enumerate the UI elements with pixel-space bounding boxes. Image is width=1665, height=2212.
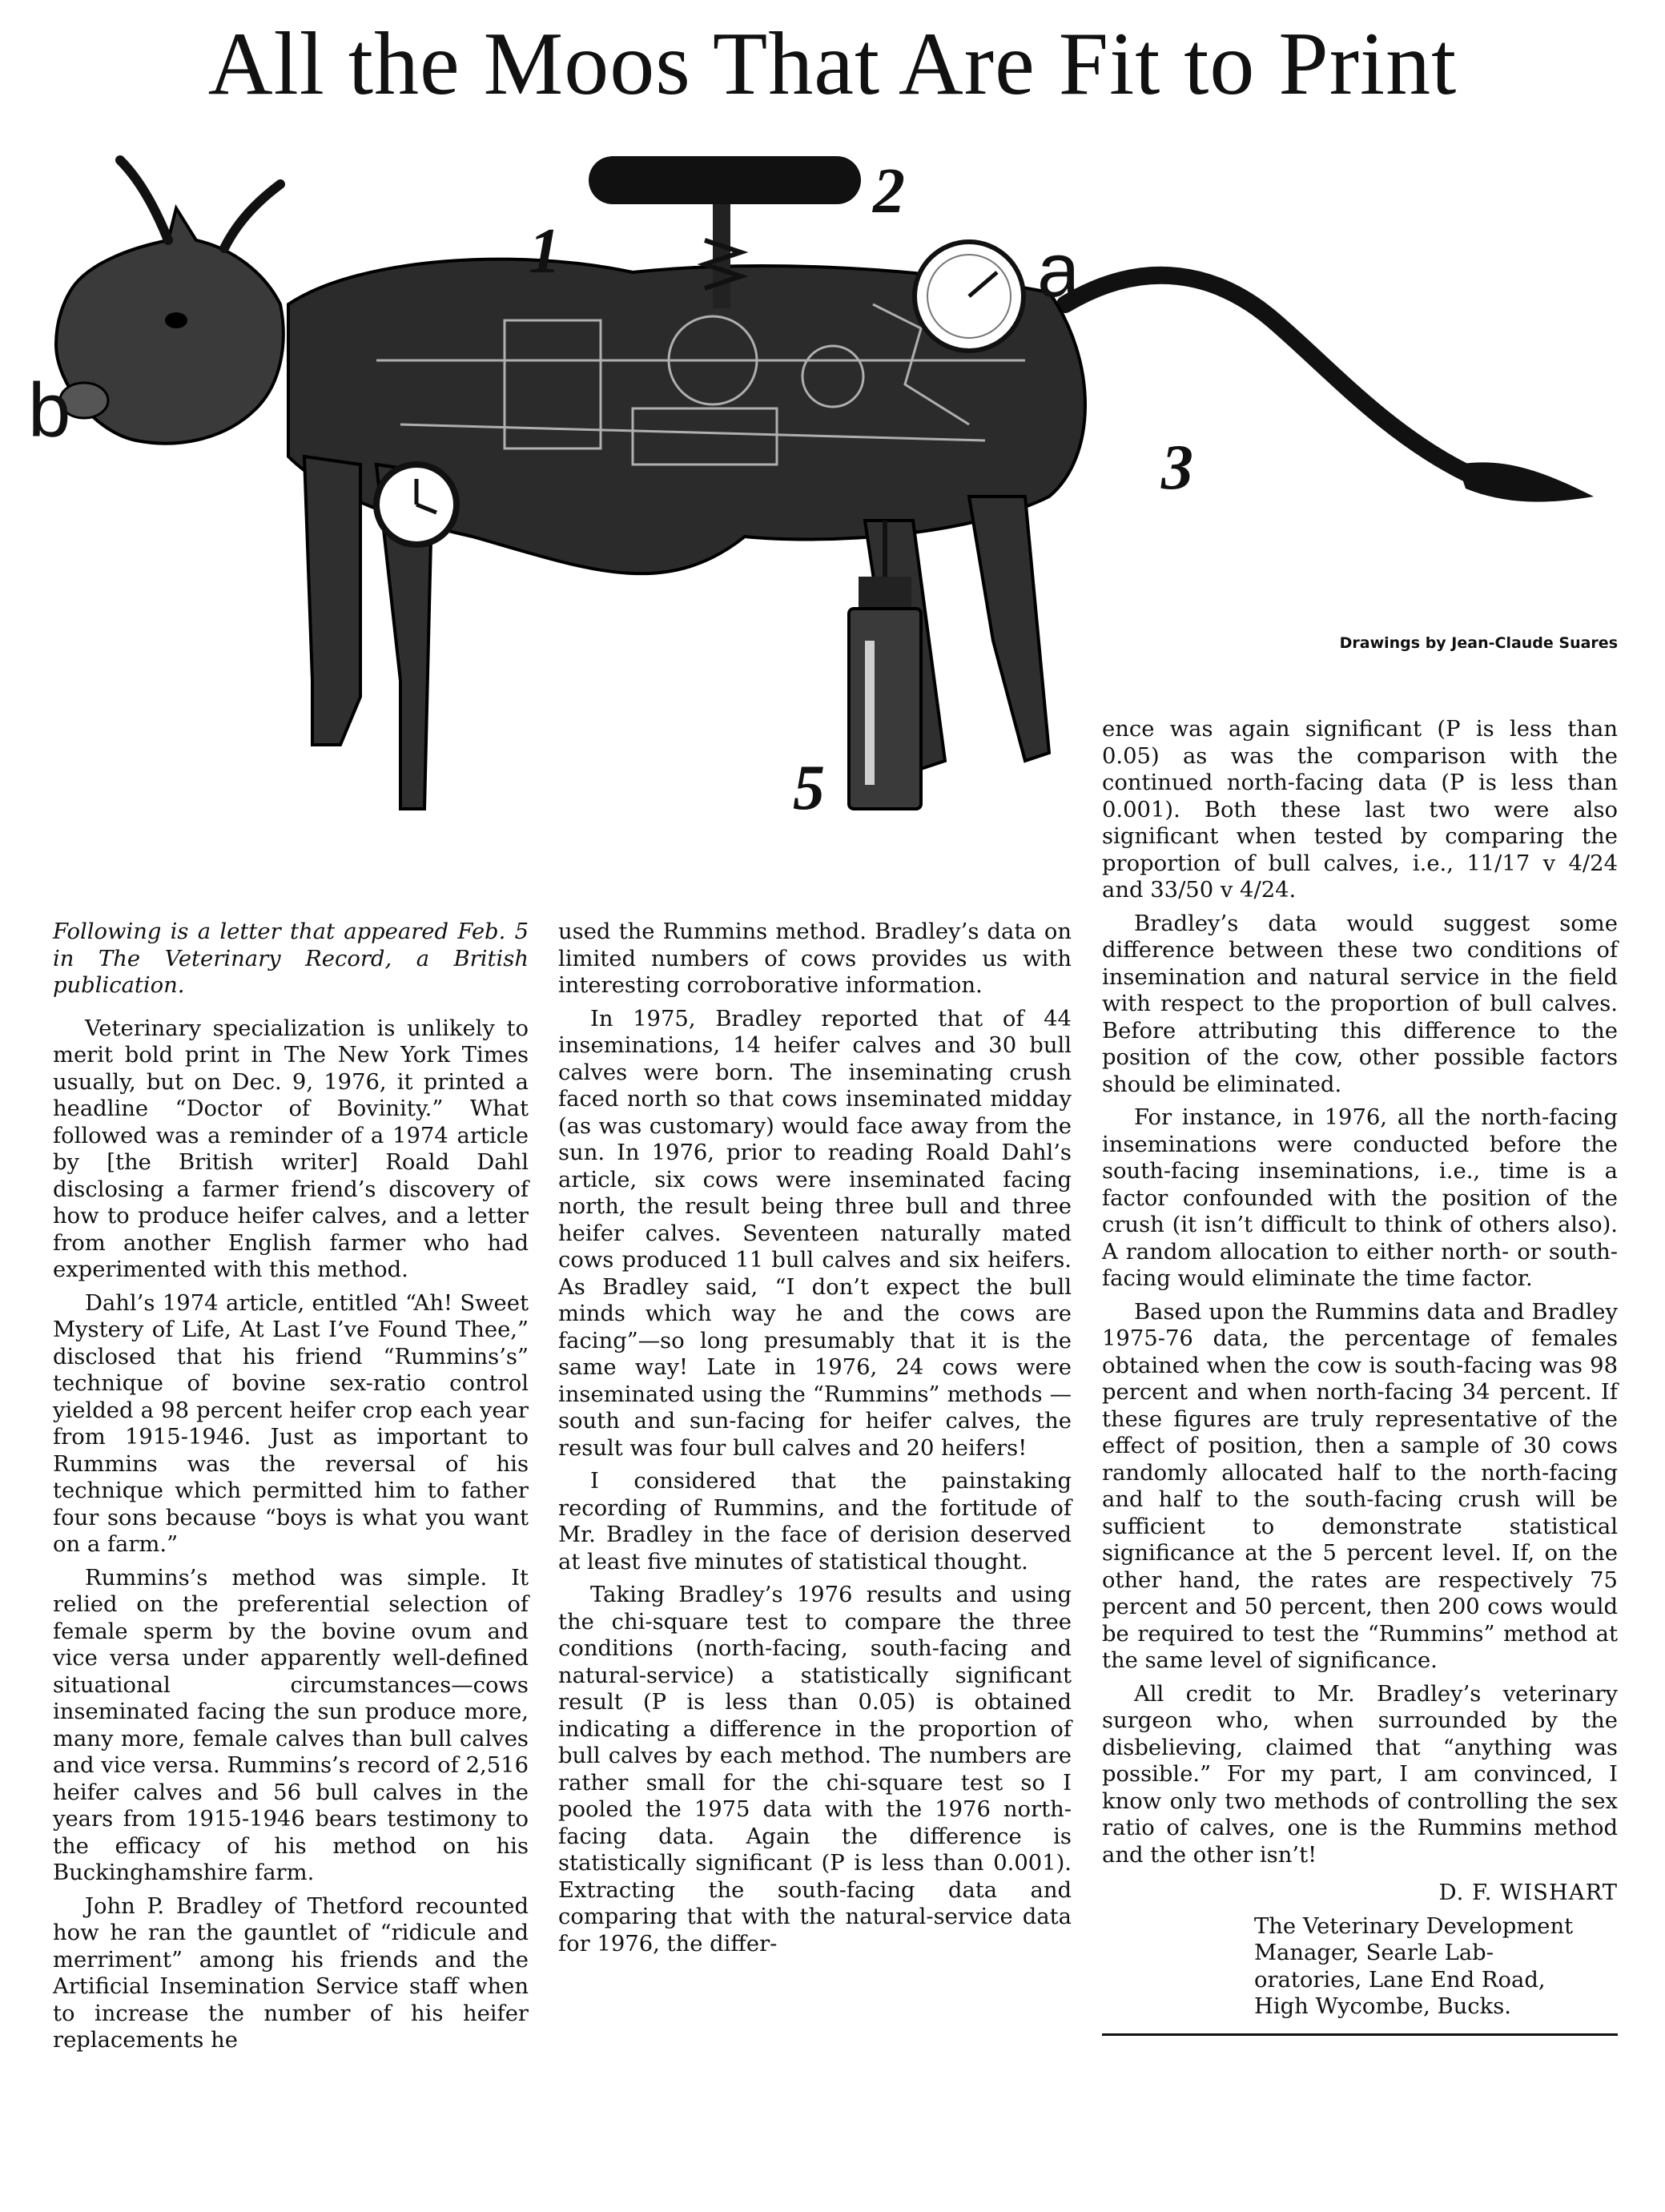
illustration-credit: Drawings by Jean-Claude Suares <box>1339 634 1618 652</box>
label-2: 2 <box>873 156 905 227</box>
paragraph: Veterinary specialization is unlikely to merit bold print in The New York Times usually, but on Dec. 9, 1976, it printed a headline “Doctor of Bovinity.” What followed was a reminder of a 1974 article by [the British writer] Roald Dahl disclosing a farmer friend’s discovery of how to produce heifer calves, and a letter from another English farmer who had experimented with this method. <box>53 1016 529 1282</box>
gauge-dial-icon <box>915 242 1024 351</box>
paragraph: used the Rummins method. Bradley’s data on limited numbers of cows provides us with interesting corroborative information. <box>558 919 1072 998</box>
paragraph: Dahl’s 1974 article, entitled “Ah! Sweet Mystery of Life, At Last I’ve Found Thee,” disclosed that his friend “Rummins’s” technique of bovine sex-ratio control yielded a 98 percent heifer crop each year from 1915-1946. Just as important to Rummins was the reversal of his technique which permitted him to father four sons because “boys is what you want on a farm.” <box>53 1290 529 1557</box>
article-column-2 <box>558 919 1072 1964</box>
tail-icon <box>1065 275 1594 502</box>
paragraph: For instance, in 1976, all the north-facing inseminations were conducted before the south-facing inseminations, i.e., time is a factor confounded with the position of the crush (it isn’t difficult to think of others also). A random allocation to either north- or south-facing would eliminate the time factor. <box>1102 1105 1618 1291</box>
headline: All the Moos That Are Fit to Print <box>207 14 1458 114</box>
paragraph: Taking Bradley’s 1976 results and using the chi-square test to compare the three conditions (north-facing, south-facing and natural-service) a statistically significant result (P is less than 0.05) is obtained indicating a difference in the proportion of bull calves by each method. The numbers are rather small for the chi-square test so I pooled the 1975 data with the 1976 north-facing data. Again the difference is statistically significant (P is less than 0.001). Extracting the south-facing data and comparing that with the natural-service data for 1976, the differ- <box>558 1583 1072 1957</box>
paragraph: John P. Bradley of Thetford recounted how he ran the gauntlet of “ridicule and merriment” among his friends and the Artificial Insemination Service staff when to increase the number of his heifer replacements he <box>53 1893 529 2053</box>
label-3: 3 <box>1161 432 1193 503</box>
paragraph: Bradley’s data would suggest some difference between these two conditions of insemination and natural service in the field with respect to the proportion of bull calves. Before attributing this difference to the position of the cow, other possible factors should be eliminated. <box>1102 911 1618 1097</box>
closing-rule <box>1102 2033 1618 2036</box>
signature: D. F. WISHART <box>1438 1880 1618 1905</box>
affiliation-line: The Veterinary Development Manager, Searle Lab- <box>1254 1913 1574 1965</box>
intro-note: Following is a letter that appeared Feb. 5 in The Veterinary Record, a British publication. <box>53 919 529 998</box>
label-1: 1 <box>529 216 561 287</box>
paragraph: I considered that the painstaking recording of Rummins, and the fortitude of Mr. Bradley in the face of derision deserved at least five minutes of statistical thought. <box>558 1469 1072 1575</box>
paragraph: ence was again significant (P is less than 0.05) as was the comparison with the continued north-facing data (P is less than 0.001). Both these last two were also significant when tested by comparing the proportion of bull calves, i.e., 11/17 v 4/24 and 33/50 v 4/24. <box>1102 717 1618 903</box>
label-b: b <box>28 368 71 453</box>
pocket-watch-icon <box>376 465 456 545</box>
affiliation <box>1254 1913 1618 2021</box>
affiliation-line: oratories, Lane End Road, <box>1254 1967 1546 1993</box>
affiliation-line: High Wycombe, Bucks. <box>1254 1994 1511 2019</box>
label-a: a <box>1037 227 1080 313</box>
paragraph: Based upon the Rummins data and Bradley 1975-76 data, the percentage of females obtained when the cow is south-facing was 98 percent and when north-facing 34 percent. If these figures are truly representative of the effect of position, then a sample of 30 cows randomly allocated half to the north-facing and half to the south-facing crush will be sufficient to demonstrate statistical significance at the 5 percent level. If, on the other hand, the rates are respectively 75 percent and 50 percent, then 200 cows would be required to test the “Rummins” method at the same level of significance. <box>1102 1299 1618 1673</box>
paragraph: All credit to Mr. Bradley’s veterinary surgeon who, when surrounded by the disbelieving, claimed that “anything was possible.” For my part, I am convinced, I know only two methods of controlling the sex ratio of calves, one is the Rummins method and the other isn’t! <box>1102 1681 1618 1868</box>
label-5: 5 <box>793 753 825 823</box>
paragraph: Rummins’s method was simple. It relied on the preferential selection of female sperm by the bovine ovum and vice versa under apparently well-defined situational circumstances—cows inseminated facing the sun produce more, many more, female calves than bull calves and vice versa. Rummins’s record of 2,516 heifer calves and 56 bull calves in the years from 1915-1946 bears testimony to the efficacy of his method on his Buckinghamshire farm. <box>53 1565 529 1885</box>
article-column-1 <box>53 919 529 2061</box>
article-column-3 <box>1102 716 1618 2036</box>
paragraph: In 1975, Bradley reported that of 44 inseminations, 14 heifer calves and 30 bull calves were born. The inseminating crush faced north so that cows inseminated midday (as was customary) would face away from the sun. In 1976, prior to reading Roald Dahl’s article, six cows were inseminated facing north, the result being three bull and three heifer calves. Seventeen naturally mated cows produced 11 bull calves and six heifers. As Bradley said, “I don’t expect the bull minds which way he and the cows are facing”—so long presumably that it is the same way! Late in 1976, 24 cows were inseminated using the “Rummins” methods — south and sun-facing for heifer calves, the result was four bull calves and 20 heifers! <box>558 1006 1072 1461</box>
cow-head-icon <box>56 160 284 444</box>
